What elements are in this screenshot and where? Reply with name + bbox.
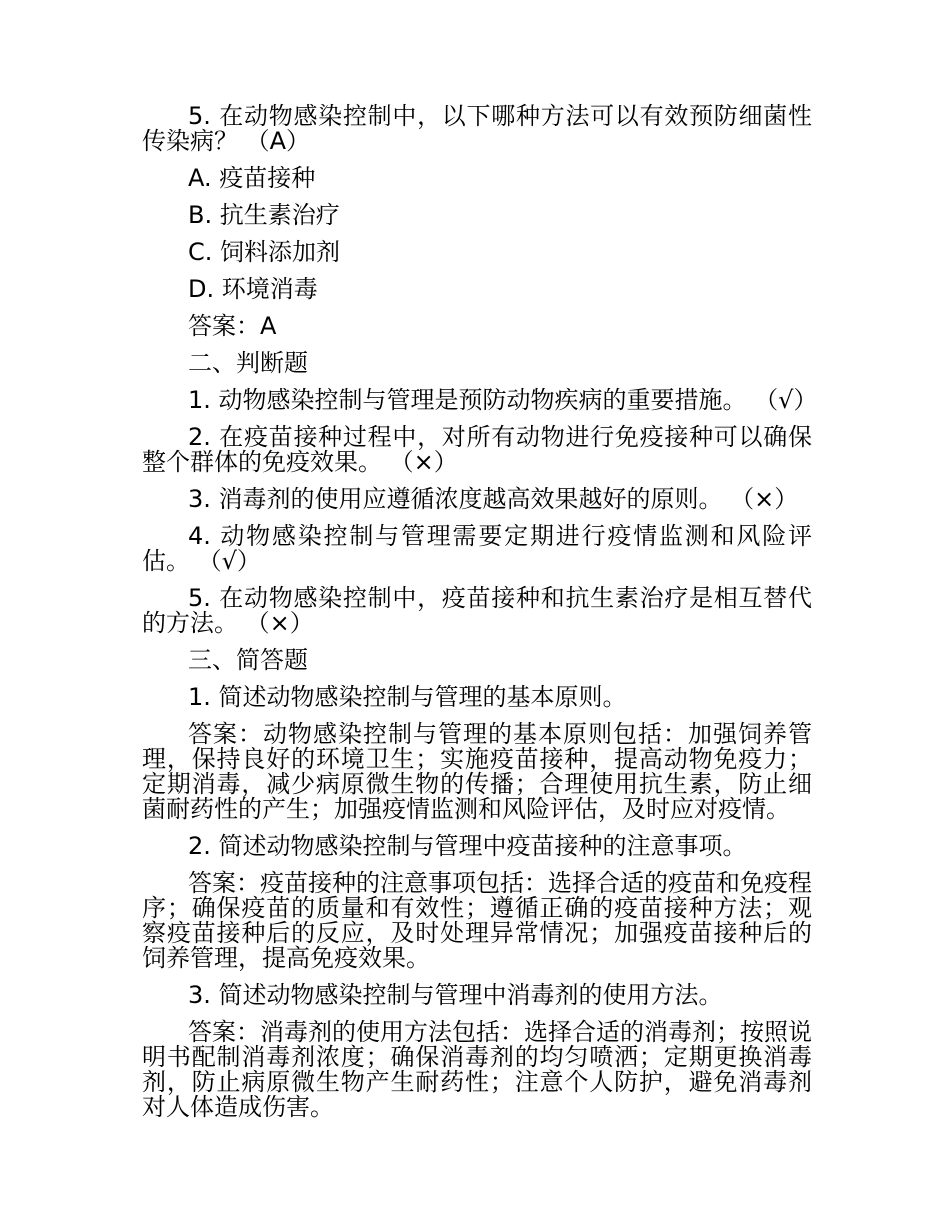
- judgment-item-2: 2. 在疫苗接种过程中，对所有动物进行免疫接种可以确保整个群体的免疫效果。 （×）: [142, 423, 812, 476]
- option-d: D. 环境消毒: [188, 275, 318, 303]
- short-answer-question-2: 2. 简述动物感染控制与管理中疫苗接种的注意事项。: [188, 832, 747, 860]
- short-answer-answer-3: 答案：消毒剂的使用方法包括：选择合适的消毒剂；按照说明书配制消毒剂浓度；确保消毒剂的均匀喷洒；定期更换消毒剂，防止病原微生物产生耐药性；注意个人防护，避免消毒剂对人体造成伤害。: [142, 1018, 812, 1121]
- short-answer-question-3: 3. 简述动物感染控制与管理中消毒剂的使用方法。: [188, 981, 723, 1009]
- short-answer-answer-1: 答案：动物感染控制与管理的基本原则包括：加强饲养管理，保持良好的环境卫生；实施疫苗接种，提高动物免疫力；定期消毒，减少病原微生物的传播；合理使用抗生素，防止细菌耐药性的产生；加强疫情监测和风险评估，及时应对疫情。: [142, 720, 812, 823]
- answer-5: 答案：A: [188, 312, 277, 340]
- judgment-item-5: 5. 在动物感染控制中，疫苗接种和抗生素治疗是相互替代的方法。 （×）: [142, 584, 812, 637]
- judgment-item-1: 1. 动物感染控制与管理是预防动物疾病的重要措施。 （√）: [188, 386, 818, 414]
- document-body: [142, 102, 818, 1132]
- option-a: A. 疫苗接种: [188, 164, 316, 192]
- short-answer-question-1: 1. 简述动物感染控制与管理的基本原则。: [188, 683, 627, 711]
- short-answer-answer-2: 答案：疫苗接种的注意事项包括：选择合适的疫苗和免疫程序；确保疫苗的质量和有效性；遵循正确的疫苗接种方法；观察疫苗接种后的反应，及时处理异常情况；加强疫苗接种后的饲养管理，提高免疫效果。: [142, 869, 812, 972]
- section-3-title: 三、简答题: [188, 646, 308, 674]
- option-b: B. 抗生素治疗: [188, 201, 340, 229]
- section-2-title: 二、判断题: [188, 349, 308, 377]
- option-c: C. 饲料添加剂: [188, 238, 341, 266]
- judgment-item-3: 3. 消毒剂的使用应遵循浓度越高效果越好的原则。 （×）: [188, 485, 799, 513]
- question-5-text: 5. 在动物感染控制中，以下哪种方法可以有效预防细菌性传染病？ （A）: [142, 102, 812, 155]
- judgment-item-4: 4. 动物感染控制与管理需要定期进行疫情监测和风险评估。 （√）: [142, 522, 812, 575]
